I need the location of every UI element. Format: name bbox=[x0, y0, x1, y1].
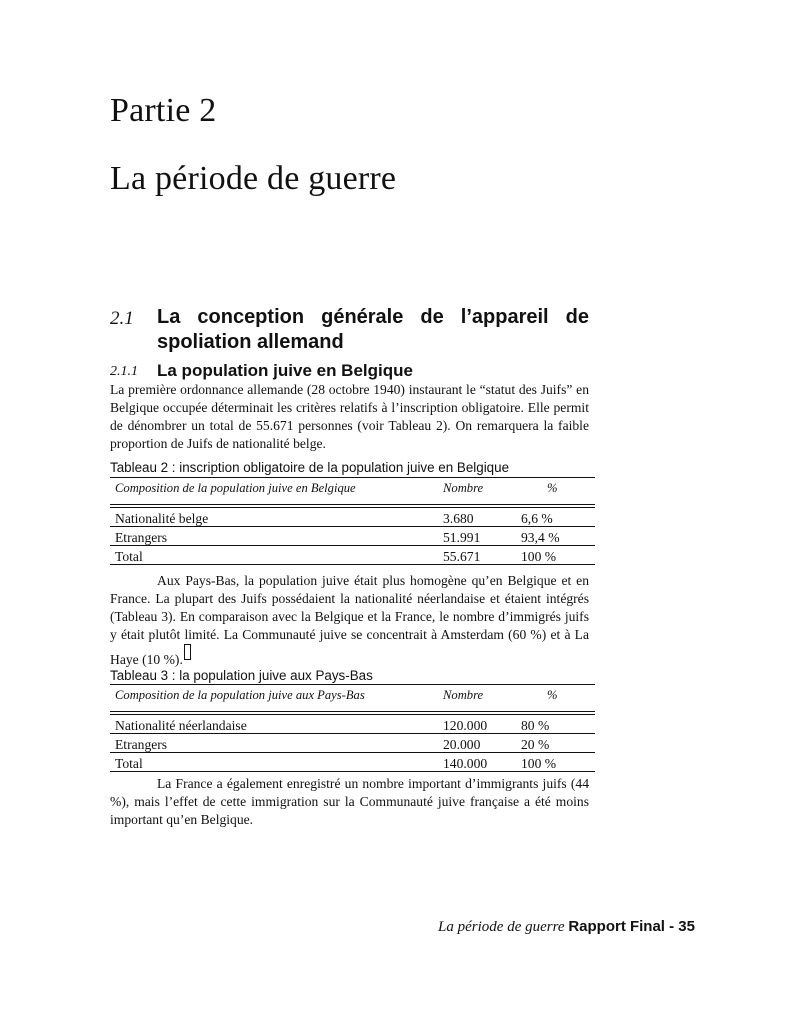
table2 bbox=[110, 477, 595, 565]
table-row bbox=[110, 753, 595, 772]
table3-header bbox=[110, 684, 595, 712]
footer-report-page: Rapport Final - 35 bbox=[568, 918, 695, 935]
table-row bbox=[110, 507, 595, 527]
table-cell-label: Nationalité belge bbox=[115, 511, 209, 526]
part-title: Partie 2 bbox=[110, 92, 217, 129]
subsection-number: 2.1.1 bbox=[110, 364, 138, 379]
table2-header bbox=[110, 477, 595, 505]
table-cell-label: Etrangers bbox=[115, 737, 168, 752]
paragraph-belgium: La première ordonnance allemande (28 octobre 1940) instaurant le “statut des Juifs” en Belgique occupée déterminait les critères relatifs à l’inscription obligatoire. Elle permit de dénombrer un total de 55.671 personnes (voir Tableau 2). On remarquera la faible proportion de Juifs de nationalité belge. bbox=[110, 382, 589, 451]
table2-header-composition: Composition de la population juive en Belgique bbox=[115, 481, 356, 495]
table-cell-number: 3.680 bbox=[443, 511, 474, 526]
table3 bbox=[110, 684, 595, 772]
table2-caption: Tableau 2 : inscription obligatoire de la population juive en Belgique bbox=[110, 460, 510, 475]
table3-header-percent: % bbox=[547, 688, 558, 702]
paragraph-netherlands-text: Aux Pays-Bas, la population juive était plus homogène qu’en Belgique et en France. La plupart des Juifs possédaient la nationalité néerlandaise et étaient intégrés (Tableau 3). En comparaison avec la Belgique et la France, le nombre d’immigrés juifs y était plutôt limité. La Communauté juive se concentrait à Amsterdam (60 %) et à La Haye (10 %). bbox=[110, 573, 589, 667]
section-title: La conception générale de l’appareil de spoliation allemand bbox=[157, 306, 589, 353]
section-number: 2.1 bbox=[110, 308, 134, 329]
table-cell-label: Total bbox=[115, 549, 143, 564]
table3-header-nombre: Nombre bbox=[443, 688, 484, 702]
paragraph-france: La France a également enregistré un nombre important d’immigrants juifs (44 %), mais l’effet de cette immigration sur la Communauté juive française a été moins important qu’en Belgique. bbox=[110, 776, 589, 827]
table-cell-number: 20.000 bbox=[443, 737, 481, 752]
footer-chapter: La période de guerre bbox=[438, 919, 565, 935]
footnote-marker-icon[interactable] bbox=[184, 644, 191, 660]
chapter-title: La période de guerre bbox=[110, 160, 397, 197]
table3-caption: Tableau 3 : la population juive aux Pays-Bas bbox=[110, 668, 373, 683]
table-row bbox=[110, 546, 595, 565]
table-cell-percent: 100 % bbox=[521, 549, 557, 564]
table3-header-composition: Composition de la population juive aux Pays-Bas bbox=[115, 688, 365, 702]
table-cell-number: 140.000 bbox=[443, 756, 488, 771]
table2-header-percent: % bbox=[547, 481, 558, 495]
table-cell-label: Nationalité néerlandaise bbox=[115, 718, 247, 733]
table-row bbox=[110, 527, 595, 546]
table-cell-percent: 100 % bbox=[521, 756, 557, 771]
table-cell-number: 120.000 bbox=[443, 718, 488, 733]
table-cell-percent: 80 % bbox=[521, 718, 550, 733]
table-cell-number: 51.991 bbox=[443, 530, 481, 545]
table-cell-label: Total bbox=[115, 756, 143, 771]
paragraph-netherlands bbox=[110, 572, 589, 669]
table-cell-label: Etrangers bbox=[115, 530, 168, 545]
table-row bbox=[110, 714, 595, 734]
table-cell-percent: 93,4 % bbox=[521, 530, 560, 545]
table2-header-nombre: Nombre bbox=[443, 481, 484, 495]
table-row bbox=[110, 734, 595, 753]
table-cell-percent: 6,6 % bbox=[521, 511, 553, 526]
subsection-title: La population juive en Belgique bbox=[157, 361, 413, 380]
page-footer bbox=[438, 918, 695, 936]
table-cell-percent: 20 % bbox=[521, 737, 550, 752]
table-cell-number: 55.671 bbox=[443, 549, 481, 564]
